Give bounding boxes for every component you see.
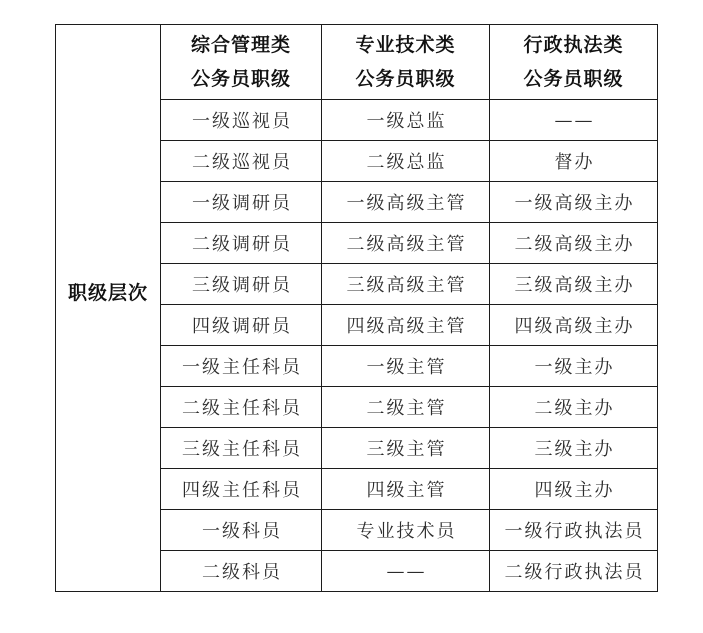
professional-technical-rank-cell: 一级高级主管 xyxy=(322,182,490,223)
column-header-administrative-enforcement xyxy=(490,25,658,100)
administrative-enforcement-rank-cell: 一级高级主办 xyxy=(490,182,658,223)
administrative-enforcement-rank-cell: 二级主办 xyxy=(490,387,658,428)
comprehensive-management-rank-cell: 二级巡视员 xyxy=(161,141,322,182)
comprehensive-management-rank-cell: 一级调研员 xyxy=(161,182,322,223)
professional-technical-rank-cell: —— xyxy=(322,551,490,592)
administrative-enforcement-rank-cell: 三级主办 xyxy=(490,428,658,469)
comprehensive-management-rank-cell: 二级主任科员 xyxy=(161,387,322,428)
comprehensive-management-rank-cell: 二级科员 xyxy=(161,551,322,592)
professional-technical-rank-cell: 三级主管 xyxy=(322,428,490,469)
column-header-line-1: 综合管理类 xyxy=(190,34,291,56)
civil-servant-rank-table xyxy=(55,24,658,592)
column-header-comprehensive-management xyxy=(161,25,322,100)
professional-technical-rank-cell: 专业技术员 xyxy=(322,510,490,551)
column-header-professional-technical xyxy=(322,25,490,100)
administrative-enforcement-rank-cell: 三级高级主办 xyxy=(490,264,658,305)
professional-technical-rank-cell: 四级高级主管 xyxy=(322,305,490,346)
column-header-line-1: 专业技术类 xyxy=(355,34,456,56)
professional-technical-rank-cell: 一级主管 xyxy=(322,346,490,387)
column-header-line-2: 公务员职级 xyxy=(523,68,624,90)
comprehensive-management-rank-cell: 三级主任科员 xyxy=(161,428,322,469)
column-header-line-1: 行政执法类 xyxy=(523,34,624,56)
professional-technical-rank-cell: 三级高级主管 xyxy=(322,264,490,305)
professional-technical-rank-cell: 四级主管 xyxy=(322,469,490,510)
administrative-enforcement-rank-cell: 一级主办 xyxy=(490,346,658,387)
comprehensive-management-rank-cell: 一级主任科员 xyxy=(161,346,322,387)
professional-technical-rank-cell: 二级总监 xyxy=(322,141,490,182)
administrative-enforcement-rank-cell: 二级行政执法员 xyxy=(490,551,658,592)
comprehensive-management-rank-cell: 四级调研员 xyxy=(161,305,322,346)
row-group-label: 职级层次 xyxy=(56,25,161,592)
administrative-enforcement-rank-cell: —— xyxy=(490,100,658,141)
professional-technical-rank-cell: 一级总监 xyxy=(322,100,490,141)
professional-technical-rank-cell: 二级主管 xyxy=(322,387,490,428)
professional-technical-rank-cell: 二级高级主管 xyxy=(322,223,490,264)
comprehensive-management-rank-cell: 三级调研员 xyxy=(161,264,322,305)
administrative-enforcement-rank-cell: 一级行政执法员 xyxy=(490,510,658,551)
column-header-line-2: 公务员职级 xyxy=(355,68,456,90)
header-row xyxy=(56,25,658,100)
administrative-enforcement-rank-cell: 督办 xyxy=(490,141,658,182)
administrative-enforcement-rank-cell: 四级高级主办 xyxy=(490,305,658,346)
administrative-enforcement-rank-cell: 二级高级主办 xyxy=(490,223,658,264)
comprehensive-management-rank-cell: 二级调研员 xyxy=(161,223,322,264)
comprehensive-management-rank-cell: 一级科员 xyxy=(161,510,322,551)
comprehensive-management-rank-cell: 四级主任科员 xyxy=(161,469,322,510)
comprehensive-management-rank-cell: 一级巡视员 xyxy=(161,100,322,141)
column-header-line-2: 公务员职级 xyxy=(190,68,291,90)
administrative-enforcement-rank-cell: 四级主办 xyxy=(490,469,658,510)
